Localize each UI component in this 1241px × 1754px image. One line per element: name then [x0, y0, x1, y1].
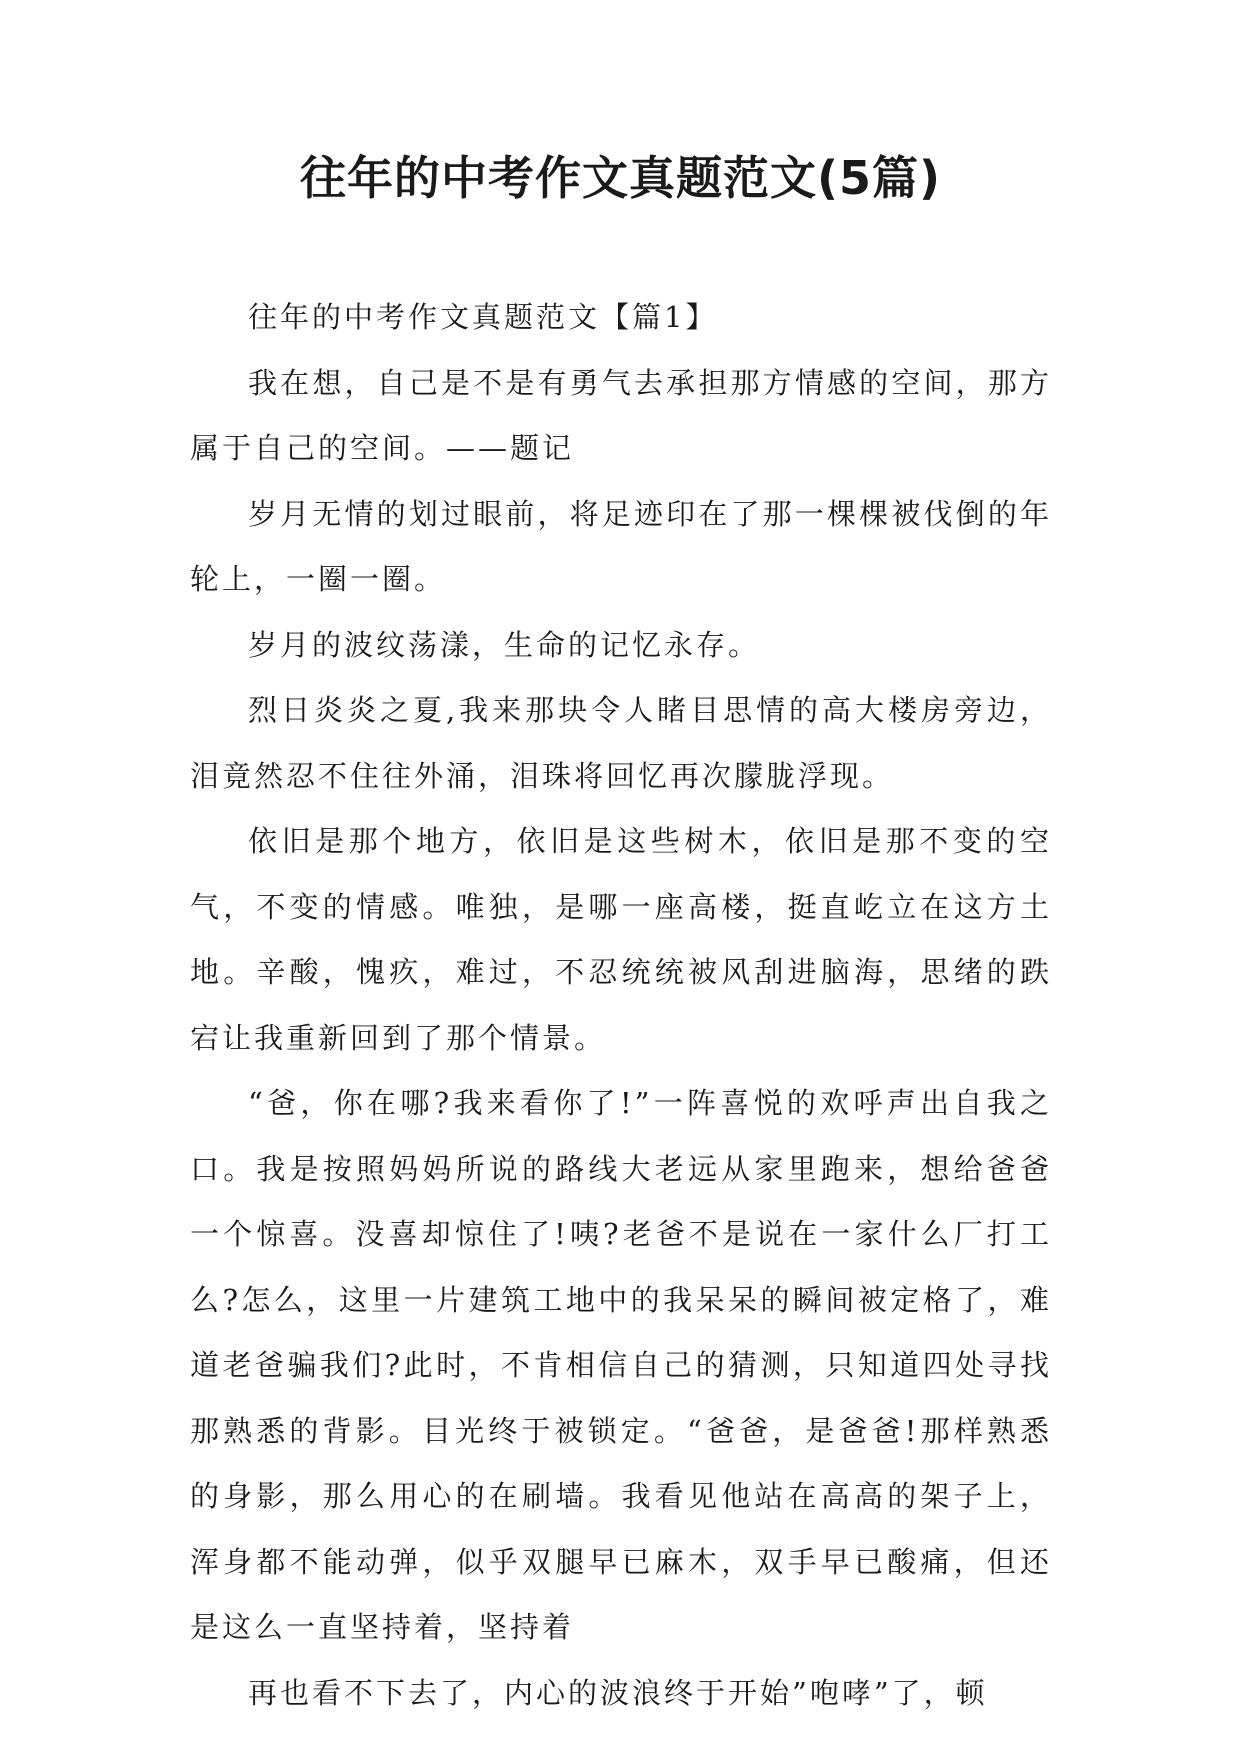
paragraph: 烈日炎炎之夏,我来那块令人睹目思情的高大楼房旁边，泪竟然忍不住往外涌，泪珠将回忆再次朦胧浮现。	[190, 693, 1052, 793]
document-title: 往年的中考作文真题范文(5篇)	[299, 151, 942, 205]
paragraph: 再也看不下去了，内心的波浪终于开始”咆哮”了，顿	[248, 1675, 988, 1710]
paragraph: 岁月无情的划过眼前，将足迹印在了那一棵棵被伐倒的年轮上，一圈一圈。	[190, 496, 1052, 596]
paragraph: 岁月的波纹荡漾，生命的记忆永存。	[248, 627, 761, 662]
paragraph: “爸，你在哪?我来看你了!”一阵喜悦的欢呼声出自我之口。我是按照妈妈所说的路线大老远从家里跑来，想给爸爸一个惊喜。没喜却惊住了!咦?老爸不是说在一家什么厂打工么?怎么，这里一片建筑工地中的我呆呆的瞬间被定格了，难道老爸骗我们?此时，不肯相信自己的猜测，只知道四处寻找那熟悉的背影。目光终于被锁定。“爸爸，是爸爸!那样熟悉的身影，那么用心的在刷墙。我看见他站在高高的架子上，浑身都不能动弹，似乎双腿早已麻木，双手早已酸痛，但还是这么一直坚持着，坚持着	[190, 1086, 1052, 1644]
document-body	[190, 285, 1052, 1726]
paragraph: 我在想，自己是不是有勇气去承担那方情感的空间，那方属于自己的空间。——题记	[190, 365, 1052, 465]
section-heading: 往年的中考作文真题范文【篇1】	[248, 300, 718, 334]
paragraph: 依旧是那个地方，依旧是这些树木，依旧是那不变的空气，不变的情感。唯独，是哪一座高楼，挺直屹立在这方土地。辛酸，愧疚，难过，不忍统统被风刮进脑海，思绪的跌宕让我重新回到了那个情景。	[190, 824, 1052, 1055]
